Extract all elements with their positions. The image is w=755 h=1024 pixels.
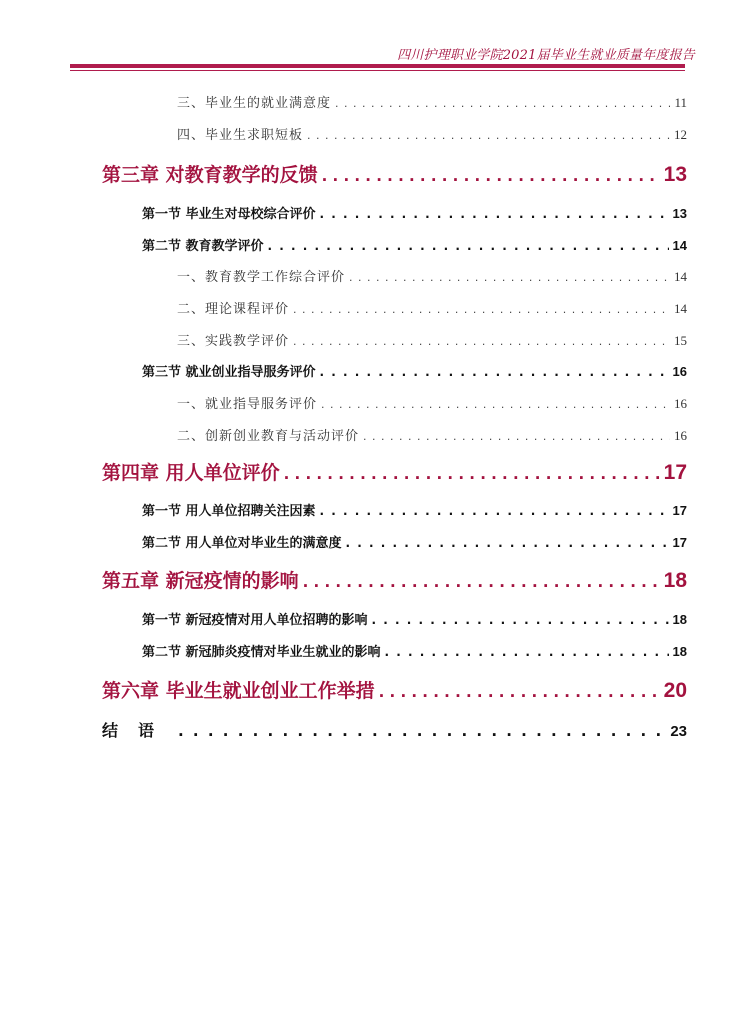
toc-entry-label: 四、毕业生求职短板 <box>177 128 304 143</box>
toc-chapter-label: 第六章 毕业生就业创业工作举措 <box>102 680 375 702</box>
toc-entry-label: 二、创新创业教育与活动评价 <box>177 429 360 444</box>
toc-section-label: 第三节 就业创业指导服务评价 <box>142 365 316 380</box>
toc-entry-theory-course[interactable] <box>177 298 687 317</box>
toc-chapter-5[interactable] <box>102 566 687 593</box>
toc-page-number: 18 <box>672 612 687 627</box>
toc-section-label: 第二节 新冠肺炎疫情对毕业生就业的影响 <box>142 645 381 660</box>
toc-page-number: 14 <box>672 238 687 253</box>
toc-leader-dots <box>346 536 669 550</box>
toc-leader-dots <box>303 573 660 591</box>
toc-leader-dots <box>363 430 670 443</box>
toc-chapter-4[interactable] <box>102 458 687 485</box>
toc-section-3-1[interactable] <box>142 203 687 222</box>
toc-leader-dots <box>379 683 660 701</box>
toc-leader-dots <box>320 504 669 518</box>
toc-leader-dots <box>385 645 669 659</box>
toc-section-label: 第一节 毕业生对母校综合评价 <box>142 207 316 222</box>
toc-entry-practice-teaching[interactable] <box>177 330 687 349</box>
toc-leader-dots <box>320 207 669 221</box>
toc-page-number: 15 <box>674 333 687 348</box>
toc-entry-label: 一、就业指导服务评价 <box>177 397 318 412</box>
toc-leader-dots <box>372 613 669 627</box>
toc-page-number: 17 <box>663 461 687 484</box>
toc-ending-label: 结语 <box>102 721 175 740</box>
toc-leader-dots <box>178 722 666 740</box>
toc-section-3-3[interactable] <box>142 361 687 380</box>
toc-page-number: 16 <box>672 364 687 379</box>
toc-entry-career-guidance[interactable] <box>177 393 687 412</box>
toc-entry-satisfaction[interactable] <box>177 92 687 111</box>
toc-page-number: 16 <box>674 396 687 411</box>
toc-page-number: 17 <box>672 535 687 550</box>
toc-entry-innovation-education[interactable] <box>177 425 687 444</box>
toc-leader-dots <box>349 271 670 284</box>
toc-leader-dots <box>335 97 670 110</box>
toc-entry-label: 二、理论课程评价 <box>177 302 290 317</box>
toc-section-label: 第一节 新冠疫情对用人单位招聘的影响 <box>142 613 368 628</box>
toc-entry-job-weakness[interactable] <box>177 124 687 143</box>
toc-leader-dots <box>293 303 670 316</box>
toc-section-3-2[interactable] <box>142 235 687 254</box>
toc-page-number: 13 <box>663 163 687 186</box>
toc-entry-teaching-overall[interactable] <box>177 266 687 285</box>
toc-leader-dots <box>321 398 670 411</box>
toc-entry-label: 三、实践教学评价 <box>177 334 290 349</box>
header-rule <box>70 64 685 68</box>
toc-page-number: 23 <box>670 723 687 740</box>
toc-page-number: 14 <box>674 269 687 284</box>
toc-ending[interactable] <box>102 718 687 741</box>
toc-page-number: 11 <box>674 95 687 110</box>
toc-page-number: 13 <box>672 206 687 221</box>
toc-chapter-label: 第四章 用人单位评价 <box>102 462 280 484</box>
toc-leader-dots <box>307 129 670 142</box>
report-header-title: 四川护理职业学院2021届毕业生就业质量年度报告 <box>397 48 695 63</box>
toc-leader-dots <box>322 167 660 185</box>
toc-section-label: 第二节 教育教学评价 <box>142 239 264 254</box>
toc-page-number: 20 <box>663 679 687 702</box>
header-rule-thin <box>70 70 685 71</box>
toc-chapter-label: 第五章 新冠疫情的影响 <box>102 570 299 592</box>
toc-page-number: 17 <box>672 503 687 518</box>
toc-leader-dots <box>268 239 669 253</box>
toc-leader-dots <box>284 465 660 483</box>
toc-section-4-1[interactable] <box>142 500 687 519</box>
toc-section-label: 第二节 用人单位对毕业生的满意度 <box>142 536 342 551</box>
toc-chapter-6[interactable] <box>102 676 687 703</box>
toc-page-number: 18 <box>672 644 687 659</box>
toc-section-4-2[interactable] <box>142 532 687 551</box>
toc-section-5-1[interactable] <box>142 609 687 628</box>
toc-entry-label: 一、教育教学工作综合评价 <box>177 270 346 285</box>
toc-leader-dots <box>293 335 670 348</box>
toc-leader-dots <box>320 365 669 379</box>
toc-chapter-label: 第三章 对教育教学的反馈 <box>102 164 318 186</box>
toc-entry-label: 三、毕业生的就业满意度 <box>177 96 332 111</box>
toc-section-label: 第一节 用人单位招聘关注因素 <box>142 504 316 519</box>
toc-page-number: 18 <box>663 569 687 592</box>
toc-page-number: 16 <box>674 428 687 443</box>
toc-page-number: 12 <box>674 127 687 142</box>
toc-section-5-2[interactable] <box>142 641 687 660</box>
toc-chapter-3[interactable] <box>102 160 687 187</box>
toc-page-number: 14 <box>674 301 687 316</box>
